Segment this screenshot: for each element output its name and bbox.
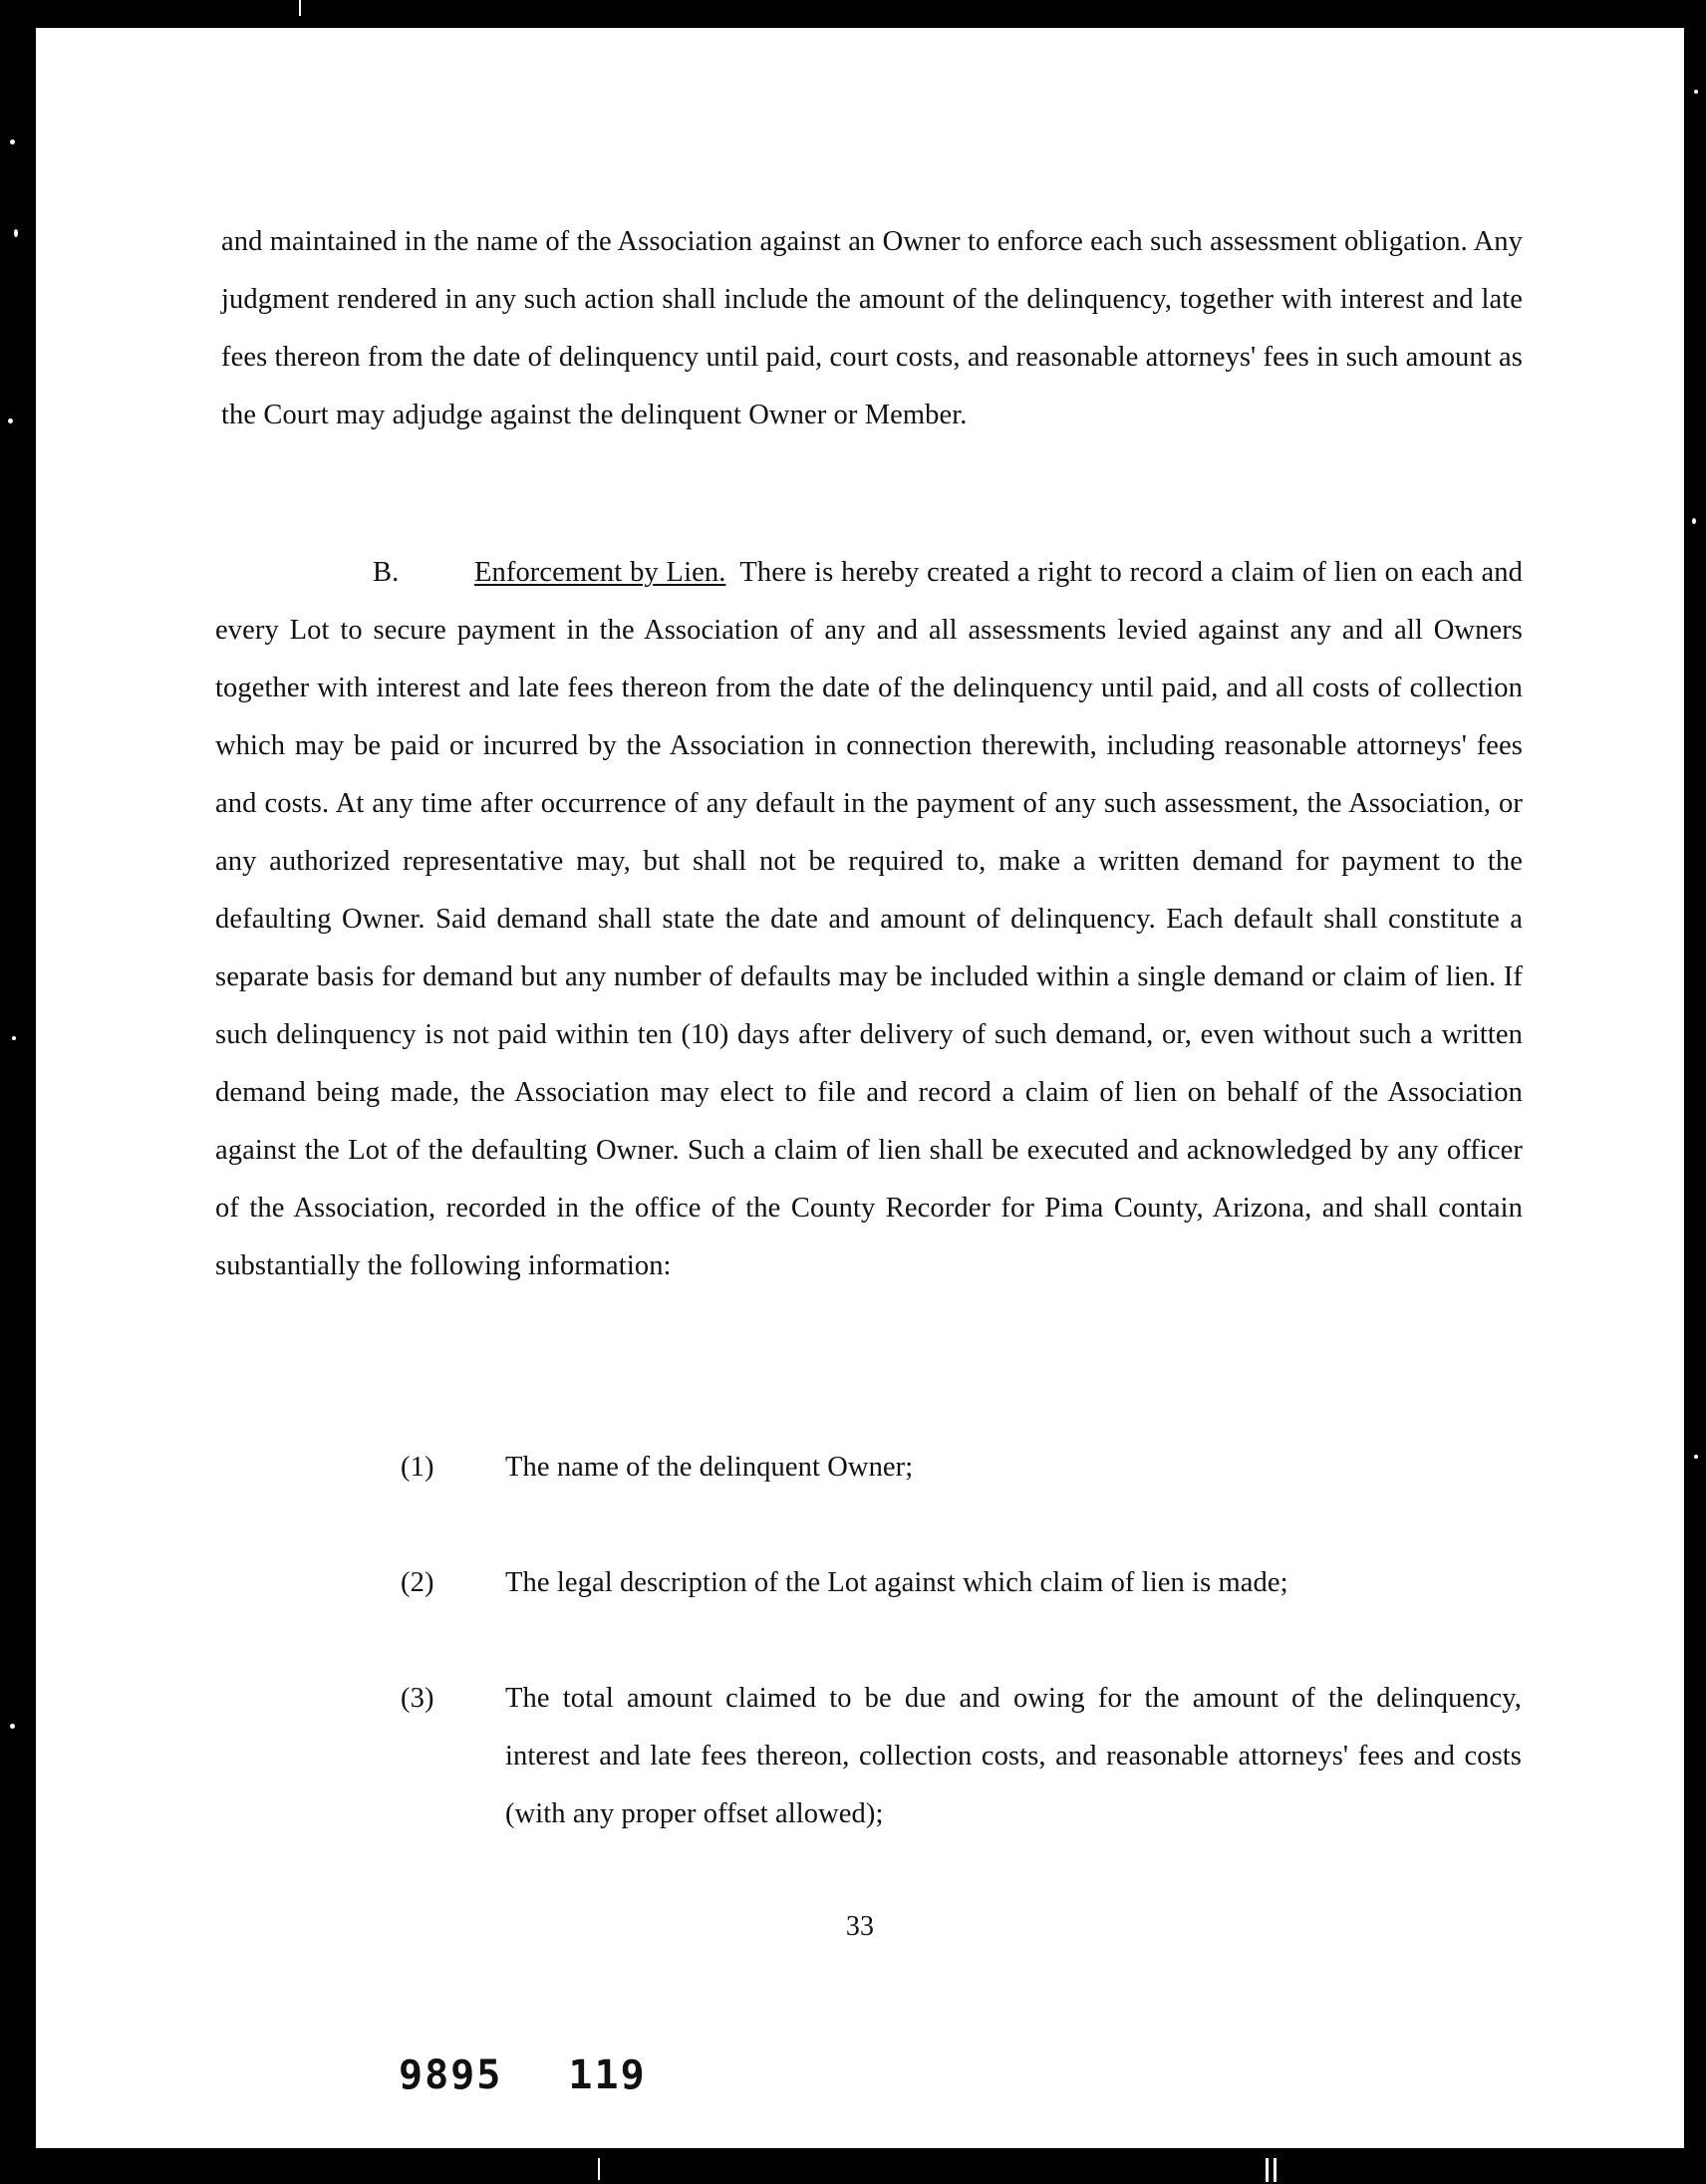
section-b-body: There is hereby created a right to record a claim of lien on each and every Lot to secure payment in the Association of any and all assessments levied against any and all Owners together with interest and late fees thereon from the date of the delinquency until paid, and all costs of collection which may be paid or incurred by the Association in connection therewith, including reasonable attorneys' fees and costs. At any time after occurrence of any default in the payment of any such assessment, the Association, or any authorized representative may, but shall not be required to, make a written demand for payment to the defaulting Owner. Said demand shall state the date and amount of delinquency. Each default shall constitute a separate basis for demand but any number of defaults may be included within a single demand or claim of lien. If such delinquency is not paid within ten (10) days after delivery of such demand, or, even without such a written demand being made, the Association may elect to file and record a claim of lien on behalf of the Association against the Lot of the defaulting Owner. Such a claim of lien shall be executed and acknowledged by any officer of the Association, recorded in the office of the County Recorder for Pima County, Arizona, and shall contain substantially the following information:	[215, 557, 1523, 1281]
list-item-text: The legal description of the Lot against which claim of lien is made;	[505, 1567, 1288, 1598]
scan-mark	[598, 2158, 600, 2180]
scan-speck	[12, 1036, 16, 1040]
list-item-number: (3)	[401, 1683, 434, 1714]
scan-speck	[1694, 1455, 1698, 1459]
document-page	[36, 28, 1684, 2148]
list-item-text: The total amount claimed to be due and owing for the amount of the delinquency, interest and late fees thereon, collection costs, and reasonable attorneys' fees and costs (with any proper offset allowed);	[505, 1683, 1522, 1829]
section-b-paragraph	[215, 544, 1523, 1295]
scan-speck	[14, 229, 18, 237]
list-item-text: The name of the delinquent Owner;	[505, 1452, 914, 1483]
scan-mark	[299, 0, 301, 16]
scan-mark	[1274, 2158, 1277, 2182]
scan-mark	[1266, 2158, 1269, 2182]
bates-number: 9895 119	[399, 2052, 647, 2098]
section-b-label: B.	[373, 557, 400, 588]
page-number: 33	[845, 1911, 875, 1942]
list-item-number: (2)	[401, 1567, 434, 1598]
scan-speck	[10, 1724, 15, 1729]
scan-speck	[10, 139, 15, 144]
scan-speck	[8, 418, 13, 423]
list-item-number: (1)	[401, 1452, 434, 1483]
intro-paragraph: and maintained in the name of the Association against an Owner to enforce each such assessment obligation. Any judgment rendered in any such action shall include the amount of the delinquency, together with interest and late fees thereon from the date of delinquency until paid, court costs, and reasonable attorneys' fees in such amount as the Court may adjudge against the delinquent Owner or Member.	[221, 226, 1523, 430]
scan-speck	[1692, 518, 1696, 524]
scan-speck	[1694, 90, 1698, 94]
section-b-heading: Enforcement by Lien.	[474, 557, 726, 588]
